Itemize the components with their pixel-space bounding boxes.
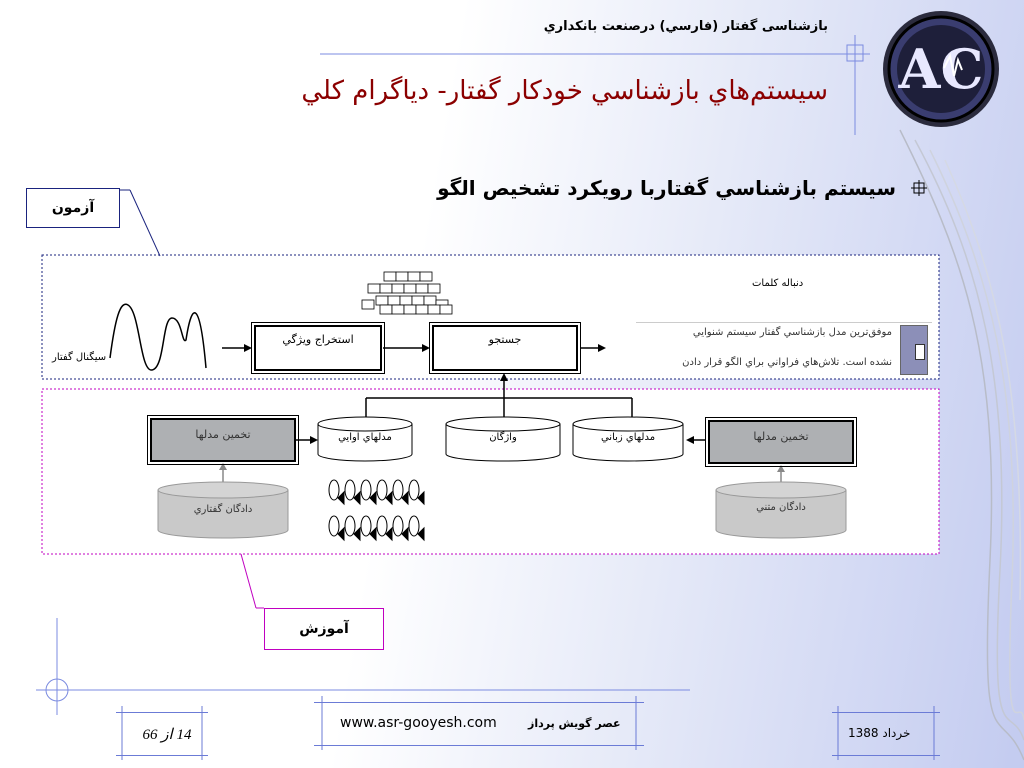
page-title: سيستم‌هاي بازشناسي خودکار گفتار- دياگرام کلي (301, 76, 828, 106)
test-label: آزمون (51, 200, 95, 216)
svg-text:AC: AC (898, 37, 984, 101)
footer-date: خرداد 1388 (848, 726, 911, 740)
lexicon-label: واژگان (489, 432, 517, 443)
search-label: جستجو (488, 333, 522, 346)
speech-signal-label: سيگنال گفتار (52, 352, 107, 363)
word-sequence-label: دنباله کلمات (752, 278, 804, 289)
text-corpus-label: دادگان متني (756, 502, 806, 513)
language-models-label: مدلهاي زباني (600, 432, 656, 443)
header-subtitle: بازشناسی گفتار (فارسي) درصنعت بانکداري (543, 19, 828, 34)
footer-url[interactable]: www.asr-gooyesh.com (340, 715, 497, 731)
estimate-models-right-label: تخمين مدلها (753, 430, 809, 443)
footer-company: عصر گويش پرداز (528, 717, 621, 730)
acoustic-models-label: مدلهاي آوايي (338, 432, 392, 443)
output-text-line-1: موفق‌ترين مدل بازشناسي گفتار سيستم شنوايي (692, 327, 892, 338)
speech-corpus-label: دادگان گفتاري (193, 504, 253, 515)
output-text-line-2: نشده است. تلاش‌هاي فراواني براي الگو قرار دادن (682, 357, 892, 368)
feature-extraction-label: استخراج ويژگي (282, 333, 354, 346)
page-number: 14 از 66 (142, 727, 192, 743)
bullet-text: سيستم بازشناسي گفتاربا رويکرد تشخيص الگو (437, 176, 896, 200)
estimate-models-left-label: تخمين مدلها (195, 428, 251, 441)
train-label: آموزش (299, 621, 349, 637)
